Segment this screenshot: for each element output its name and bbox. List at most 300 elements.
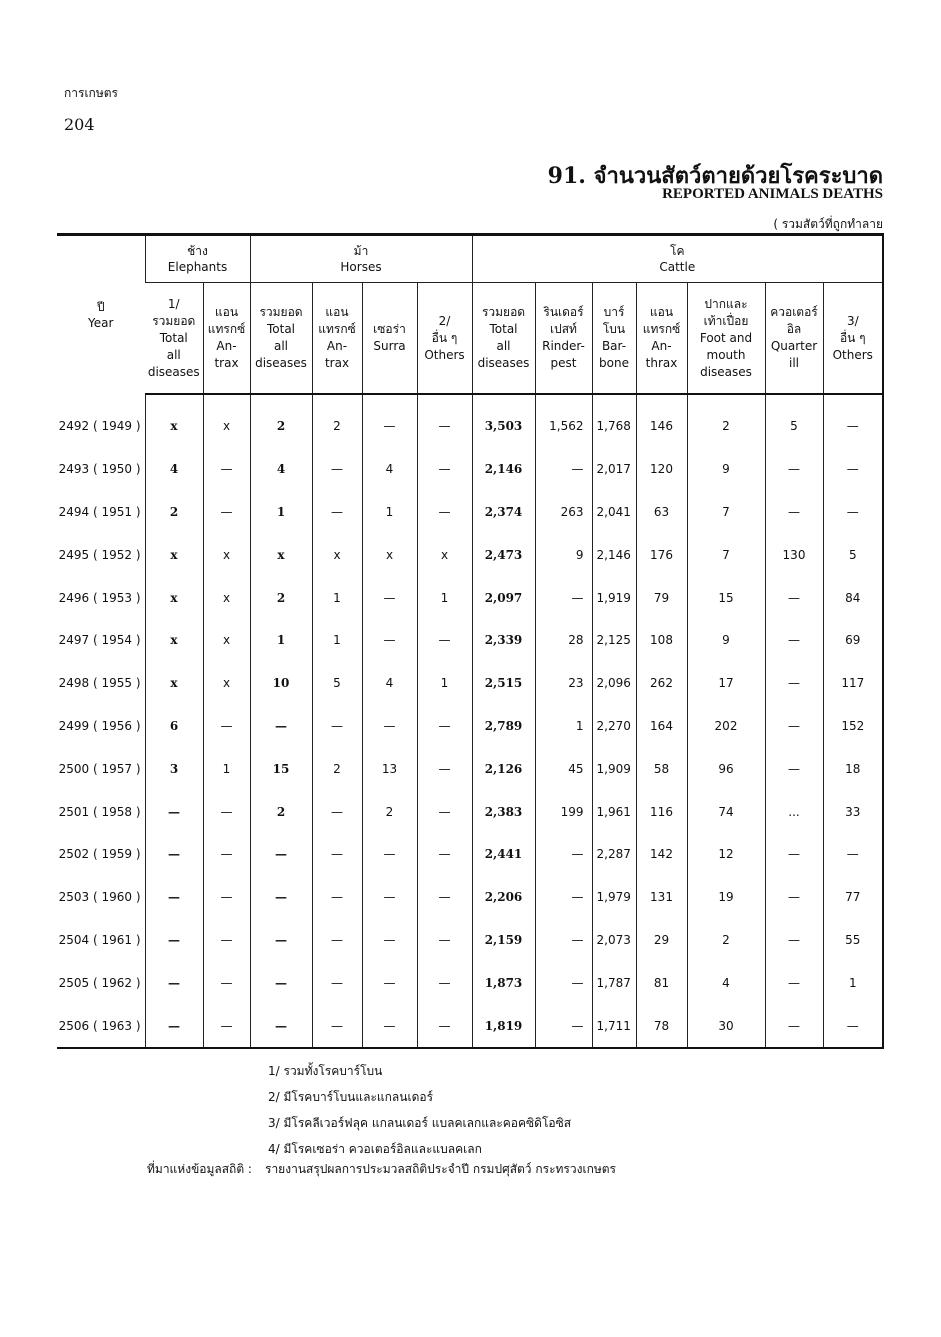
page-number: 204 — [64, 115, 95, 134]
data-cell: 9 — [535, 533, 592, 576]
data-cell: 1 — [362, 491, 417, 534]
column-header-line: รินเดอร์ — [543, 305, 584, 319]
data-cell: x — [250, 533, 312, 576]
data-cell: 1 — [535, 705, 592, 748]
data-cell: — — [823, 1004, 883, 1048]
data-cell: — — [362, 619, 417, 662]
data-cell: 4 — [687, 961, 765, 1004]
footnote: 4/ มีโรคเซอร่า ควอเตอร์อิลและแบลคเลก — [268, 1142, 482, 1156]
data-cell: — — [535, 576, 592, 619]
data-cell: x — [145, 394, 203, 448]
data-cell: 1 — [823, 961, 883, 1004]
data-cell: — — [312, 919, 362, 962]
group-label-th: ช้าง — [187, 244, 208, 258]
data-cell: 28 — [535, 619, 592, 662]
data-cell: — — [417, 961, 472, 1004]
data-cell: 152 — [823, 705, 883, 748]
data-cell: 2 — [250, 394, 312, 448]
data-cell: — — [765, 833, 823, 876]
data-cell: 130 — [765, 533, 823, 576]
data-cell: — — [312, 790, 362, 833]
column-header — [362, 283, 417, 395]
data-cell: 9 — [687, 448, 765, 491]
column-header-line: Foot and — [699, 330, 753, 345]
column-header-line: Total — [159, 330, 188, 345]
data-cell: 1,819 — [472, 1004, 535, 1048]
year-cell: 2502 ( 1959 ) — [58, 847, 141, 862]
data-cell: 9 — [687, 619, 765, 662]
data-cell: x — [203, 662, 250, 705]
data-cell: 18 — [823, 747, 883, 790]
column-header-line: An- — [216, 339, 237, 353]
data-cell: — — [312, 833, 362, 876]
data-cell: 63 — [636, 491, 687, 534]
data-cell: 15 — [687, 576, 765, 619]
column-header — [417, 283, 472, 395]
data-cell: — — [765, 961, 823, 1004]
data-cell: — — [765, 876, 823, 919]
data-cell: — — [145, 790, 203, 833]
data-cell: — — [250, 833, 312, 876]
column-header — [145, 283, 203, 395]
data-cell: 2,125 — [592, 619, 636, 662]
deaths-table — [57, 233, 884, 1049]
column-header-line: ปากและ — [704, 296, 748, 311]
data-cell: — — [535, 919, 592, 962]
data-cell: — — [417, 394, 472, 448]
data-cell: — — [417, 747, 472, 790]
data-cell: 117 — [823, 662, 883, 705]
data-cell: — — [203, 961, 250, 1004]
data-cell: 116 — [636, 790, 687, 833]
data-cell: — — [823, 491, 883, 534]
column-header — [312, 283, 362, 395]
column-header-line: trax — [324, 356, 350, 370]
data-cell: 5 — [823, 533, 883, 576]
data-cell: — — [145, 833, 203, 876]
data-cell: 2 — [312, 394, 362, 448]
column-header-line: อิล — [786, 322, 802, 336]
footnote: 3/ มีโรคลีเวอร์ฟลุค แกลนเดอร์ แบลคเลกและคอคซิดิโอซิส — [268, 1116, 572, 1130]
data-cell: — — [145, 876, 203, 919]
data-cell: — — [823, 833, 883, 876]
data-cell: 2 — [687, 919, 765, 962]
data-cell: — — [203, 833, 250, 876]
column-header — [636, 283, 687, 395]
data-cell: 2 — [362, 790, 417, 833]
data-cell: 33 — [823, 790, 883, 833]
data-cell: — — [203, 919, 250, 962]
table-row — [57, 961, 883, 1004]
table-row — [57, 833, 883, 876]
data-cell: — — [765, 919, 823, 962]
data-cell: 58 — [636, 747, 687, 790]
data-cell: 2,374 — [472, 491, 535, 534]
column-header-line: diseases — [147, 364, 200, 379]
data-cell: 2,126 — [472, 747, 535, 790]
column-header-line: 1/ — [167, 296, 180, 311]
year-cell: 2500 ( 1957 ) — [58, 761, 141, 776]
column-header — [592, 283, 636, 395]
data-cell: — — [765, 491, 823, 534]
column-header-line: แทรกซ์ — [642, 322, 681, 336]
data-cell: — — [417, 491, 472, 534]
data-cell: x — [312, 533, 362, 576]
year-cell: 2492 ( 1949 ) — [58, 418, 141, 433]
column-header-line: Quarter — [770, 339, 818, 353]
data-cell: 5 — [312, 662, 362, 705]
data-cell: 2,073 — [592, 919, 636, 962]
data-cell: 2,017 — [592, 448, 636, 491]
data-cell: — — [250, 919, 312, 962]
data-cell: 142 — [636, 833, 687, 876]
data-cell: x — [203, 533, 250, 576]
data-cell: 2,339 — [472, 619, 535, 662]
data-cell: 4 — [145, 448, 203, 491]
data-cell: 2,515 — [472, 662, 535, 705]
year-header-th: ปี — [96, 300, 105, 314]
title-note: ( รวมสัตว์ที่ถูกทำลาย — [773, 217, 883, 231]
data-cell: 1 — [203, 747, 250, 790]
column-header — [472, 283, 535, 395]
data-cell: 120 — [636, 448, 687, 491]
data-cell: 199 — [535, 790, 592, 833]
table-row — [57, 1004, 883, 1048]
data-cell: 2,789 — [472, 705, 535, 748]
column-header-line: all — [496, 339, 511, 353]
data-cell: — — [312, 705, 362, 748]
data-cell: 3 — [145, 747, 203, 790]
data-cell: 1,787 — [592, 961, 636, 1004]
data-cell: 1 — [312, 619, 362, 662]
data-cell: 74 — [687, 790, 765, 833]
table-row — [57, 790, 883, 833]
data-cell: 12 — [687, 833, 765, 876]
year-cell: 2506 ( 1963 ) — [58, 1018, 141, 1033]
column-header-line: diseases — [700, 364, 752, 379]
data-cell: 2,383 — [472, 790, 535, 833]
section-label: การเกษตร — [64, 86, 118, 100]
column-header — [535, 283, 592, 395]
data-cell: 96 — [687, 747, 765, 790]
year-header-en: Year — [88, 316, 114, 330]
column-header-line: An- — [651, 339, 672, 353]
data-cell: — — [312, 448, 362, 491]
data-cell: 2,096 — [592, 662, 636, 705]
data-cell: — — [362, 919, 417, 962]
group-elephants — [145, 235, 250, 283]
data-cell: — — [203, 876, 250, 919]
data-cell: x — [203, 394, 250, 448]
data-cell: — — [417, 705, 472, 748]
data-cell: x — [145, 576, 203, 619]
column-header-line: Surra — [373, 339, 406, 353]
column-header-line: บาร์ — [603, 305, 625, 319]
data-cell: 2,097 — [472, 576, 535, 619]
table-row — [57, 747, 883, 790]
data-cell: 1 — [417, 576, 472, 619]
column-header-line: รวมยอด — [259, 305, 303, 319]
data-cell: — — [362, 705, 417, 748]
group-label-en: Cattle — [659, 260, 696, 274]
data-cell: 45 — [535, 747, 592, 790]
column-header-line: แอน — [325, 305, 349, 319]
data-cell: 2,287 — [592, 833, 636, 876]
column-header-line: mouth — [706, 347, 746, 362]
data-cell: — — [145, 961, 203, 1004]
year-cell: 2498 ( 1955 ) — [58, 676, 141, 691]
data-cell: 1,979 — [592, 876, 636, 919]
year-cell: 2504 ( 1961 ) — [58, 932, 141, 947]
data-cell: — — [250, 705, 312, 748]
column-header-line: diseases — [477, 356, 530, 370]
data-cell: 84 — [823, 576, 883, 619]
group-label-en: Horses — [340, 260, 382, 274]
column-header-line: แอน — [214, 305, 239, 319]
column-header-line: all — [166, 347, 181, 362]
data-cell: 2,441 — [472, 833, 535, 876]
column-header-line: pest — [550, 356, 577, 370]
data-cell: — — [250, 1004, 312, 1048]
data-cell: 146 — [636, 394, 687, 448]
column-header-line: โบน — [602, 322, 626, 336]
data-cell: — — [535, 448, 592, 491]
column-header-line: เท้าเปื่อย — [703, 313, 749, 328]
data-cell: 1,711 — [592, 1004, 636, 1048]
data-cell: — — [145, 1004, 203, 1048]
column-header-line: diseases — [255, 356, 307, 370]
data-cell: 1 — [250, 619, 312, 662]
column-header-line: 3/ — [846, 313, 859, 328]
data-cell: — — [362, 1004, 417, 1048]
data-cell: — — [362, 576, 417, 619]
data-cell: — — [535, 833, 592, 876]
data-cell: — — [765, 1004, 823, 1048]
data-cell: — — [535, 1004, 592, 1048]
data-cell: 2,159 — [472, 919, 535, 962]
table-row — [57, 876, 883, 919]
data-cell: — — [823, 394, 883, 448]
data-cell: 1,562 — [535, 394, 592, 448]
column-header-line: อื่น ๆ — [431, 330, 458, 345]
column-header-line: An- — [326, 339, 348, 353]
data-cell: 5 — [765, 394, 823, 448]
data-cell: 4 — [250, 448, 312, 491]
data-cell: 69 — [823, 619, 883, 662]
data-cell: — — [250, 876, 312, 919]
data-cell: 131 — [636, 876, 687, 919]
data-cell: 2,473 — [472, 533, 535, 576]
column-header-line: all — [273, 339, 289, 353]
title-thai: 91. จำนวนสัตว์ตายด้วยโรคระบาด — [547, 163, 883, 189]
data-cell: — — [312, 491, 362, 534]
data-cell: 2 — [312, 747, 362, 790]
table-row — [57, 491, 883, 534]
data-cell: 2,270 — [592, 705, 636, 748]
data-cell: 2 — [250, 790, 312, 833]
data-cell: — — [362, 833, 417, 876]
year-cell: 2493 ( 1950 ) — [58, 462, 141, 477]
data-cell: x — [145, 619, 203, 662]
column-header-line: แทรกซ์ — [207, 322, 246, 336]
data-cell: — — [535, 876, 592, 919]
data-cell: 1 — [417, 662, 472, 705]
table-row — [57, 705, 883, 748]
source-text: รายงานสรุปผลการประมวลสถิติประจำปี กรมปศุสัตว์ กระทรวงเกษตร — [265, 1162, 616, 1176]
year-cell: 2494 ( 1951 ) — [58, 504, 141, 519]
data-cell: — — [312, 876, 362, 919]
data-cell: 77 — [823, 876, 883, 919]
data-cell: 2,146 — [592, 533, 636, 576]
table-row — [57, 533, 883, 576]
data-cell: — — [417, 790, 472, 833]
column-header — [823, 283, 883, 395]
data-cell: 79 — [636, 576, 687, 619]
column-header — [765, 283, 823, 395]
year-cell: 2505 ( 1962 ) — [58, 975, 141, 990]
data-cell: 29 — [636, 919, 687, 962]
data-cell: 164 — [636, 705, 687, 748]
group-label-en: Elephants — [167, 260, 228, 274]
data-cell: 13 — [362, 747, 417, 790]
data-cell: x — [203, 619, 250, 662]
data-cell: 263 — [535, 491, 592, 534]
column-header-line: ill — [788, 356, 799, 370]
data-cell: — — [203, 491, 250, 534]
data-cell: — — [312, 1004, 362, 1048]
data-cell: — — [250, 961, 312, 1004]
year-cell: 2501 ( 1958 ) — [58, 804, 141, 819]
year-cell: 2499 ( 1956 ) — [58, 718, 141, 733]
table-row — [57, 576, 883, 619]
column-header-line: Others — [832, 347, 873, 362]
data-cell: — — [417, 619, 472, 662]
column-header-line: อื่น ๆ — [839, 330, 866, 345]
data-cell: 202 — [687, 705, 765, 748]
column-header-line: thrax — [645, 356, 678, 370]
data-cell: — — [765, 747, 823, 790]
group-horses — [250, 235, 472, 283]
data-cell: x — [417, 533, 472, 576]
year-cell: 2503 ( 1960 ) — [58, 890, 141, 905]
column-header — [203, 283, 250, 395]
data-cell: 1 — [250, 491, 312, 534]
column-header-line: Total — [266, 322, 296, 336]
column-header-line: Bar- — [601, 339, 627, 353]
data-cell: — — [312, 961, 362, 1004]
data-cell: x — [145, 533, 203, 576]
data-cell: 262 — [636, 662, 687, 705]
data-cell: 108 — [636, 619, 687, 662]
data-cell: 19 — [687, 876, 765, 919]
column-header-line: รวมยอด — [152, 313, 196, 328]
column-header-line: trax — [214, 356, 239, 370]
data-cell: — — [765, 576, 823, 619]
data-cell: 1,873 — [472, 961, 535, 1004]
data-cell: 2 — [145, 491, 203, 534]
data-cell: ... — [765, 790, 823, 833]
group-cattle — [472, 235, 883, 283]
data-cell: 2 — [250, 576, 312, 619]
data-cell: 2,146 — [472, 448, 535, 491]
data-cell: 176 — [636, 533, 687, 576]
data-cell: — — [765, 448, 823, 491]
year-cell: 2495 ( 1952 ) — [58, 547, 141, 562]
column-header-line: รวมยอด — [481, 305, 526, 319]
column-header-line: Total — [489, 322, 518, 336]
data-cell: — — [417, 833, 472, 876]
year-cell: 2497 ( 1954 ) — [58, 633, 141, 648]
column-header-line: 2/ — [438, 313, 451, 328]
data-cell: 6 — [145, 705, 203, 748]
data-cell: 7 — [687, 491, 765, 534]
column-header-line: แทรกซ์ — [318, 322, 356, 336]
data-cell: 10 — [250, 662, 312, 705]
source-line — [147, 1160, 616, 1179]
year-header — [57, 235, 145, 395]
data-cell: — — [535, 961, 592, 1004]
data-cell: 30 — [687, 1004, 765, 1048]
data-cell: 3,503 — [472, 394, 535, 448]
data-cell: — — [417, 1004, 472, 1048]
data-cell: 1,961 — [592, 790, 636, 833]
data-cell: — — [362, 876, 417, 919]
data-cell: 78 — [636, 1004, 687, 1048]
year-cell: 2496 ( 1953 ) — [58, 590, 141, 605]
column-header-line: Rinder- — [542, 339, 585, 353]
column-header-line: bone — [599, 356, 629, 370]
data-cell: 1,768 — [592, 394, 636, 448]
data-cell: — — [823, 448, 883, 491]
data-cell: 81 — [636, 961, 687, 1004]
data-cell: 2 — [687, 394, 765, 448]
data-cell: — — [362, 961, 417, 1004]
table-row — [57, 619, 883, 662]
data-cell: — — [203, 1004, 250, 1048]
data-cell: — — [362, 394, 417, 448]
column-header-line: Others — [424, 347, 465, 362]
column-header — [250, 283, 312, 395]
data-cell: 23 — [535, 662, 592, 705]
column-header-line: ควอเตอร์ — [770, 305, 818, 319]
data-cell: 4 — [362, 448, 417, 491]
data-cell: — — [145, 919, 203, 962]
data-cell: 1 — [312, 576, 362, 619]
data-cell: 7 — [687, 533, 765, 576]
data-cell: 17 — [687, 662, 765, 705]
data-cell: — — [765, 662, 823, 705]
group-label-th: โค — [670, 244, 685, 258]
source-label: ที่มาแห่งข้อมูลสถิติ : — [147, 1162, 252, 1176]
table-row — [57, 448, 883, 491]
data-cell: 4 — [362, 662, 417, 705]
data-cell: 2,206 — [472, 876, 535, 919]
table-row — [57, 919, 883, 962]
data-cell: 55 — [823, 919, 883, 962]
column-header-line: เซอร่า — [373, 322, 406, 336]
column-header-line: เปสท์ — [550, 322, 577, 336]
data-cell: — — [417, 876, 472, 919]
data-cell: — — [203, 448, 250, 491]
data-cell: — — [417, 448, 472, 491]
data-cell: x — [145, 662, 203, 705]
data-cell: — — [417, 919, 472, 962]
footnote: 1/ รวมทั้งโรคบาร์โบน — [268, 1064, 383, 1078]
footnotes — [268, 1058, 571, 1162]
data-cell: 15 — [250, 747, 312, 790]
column-header — [687, 283, 765, 395]
data-cell: 1,919 — [592, 576, 636, 619]
